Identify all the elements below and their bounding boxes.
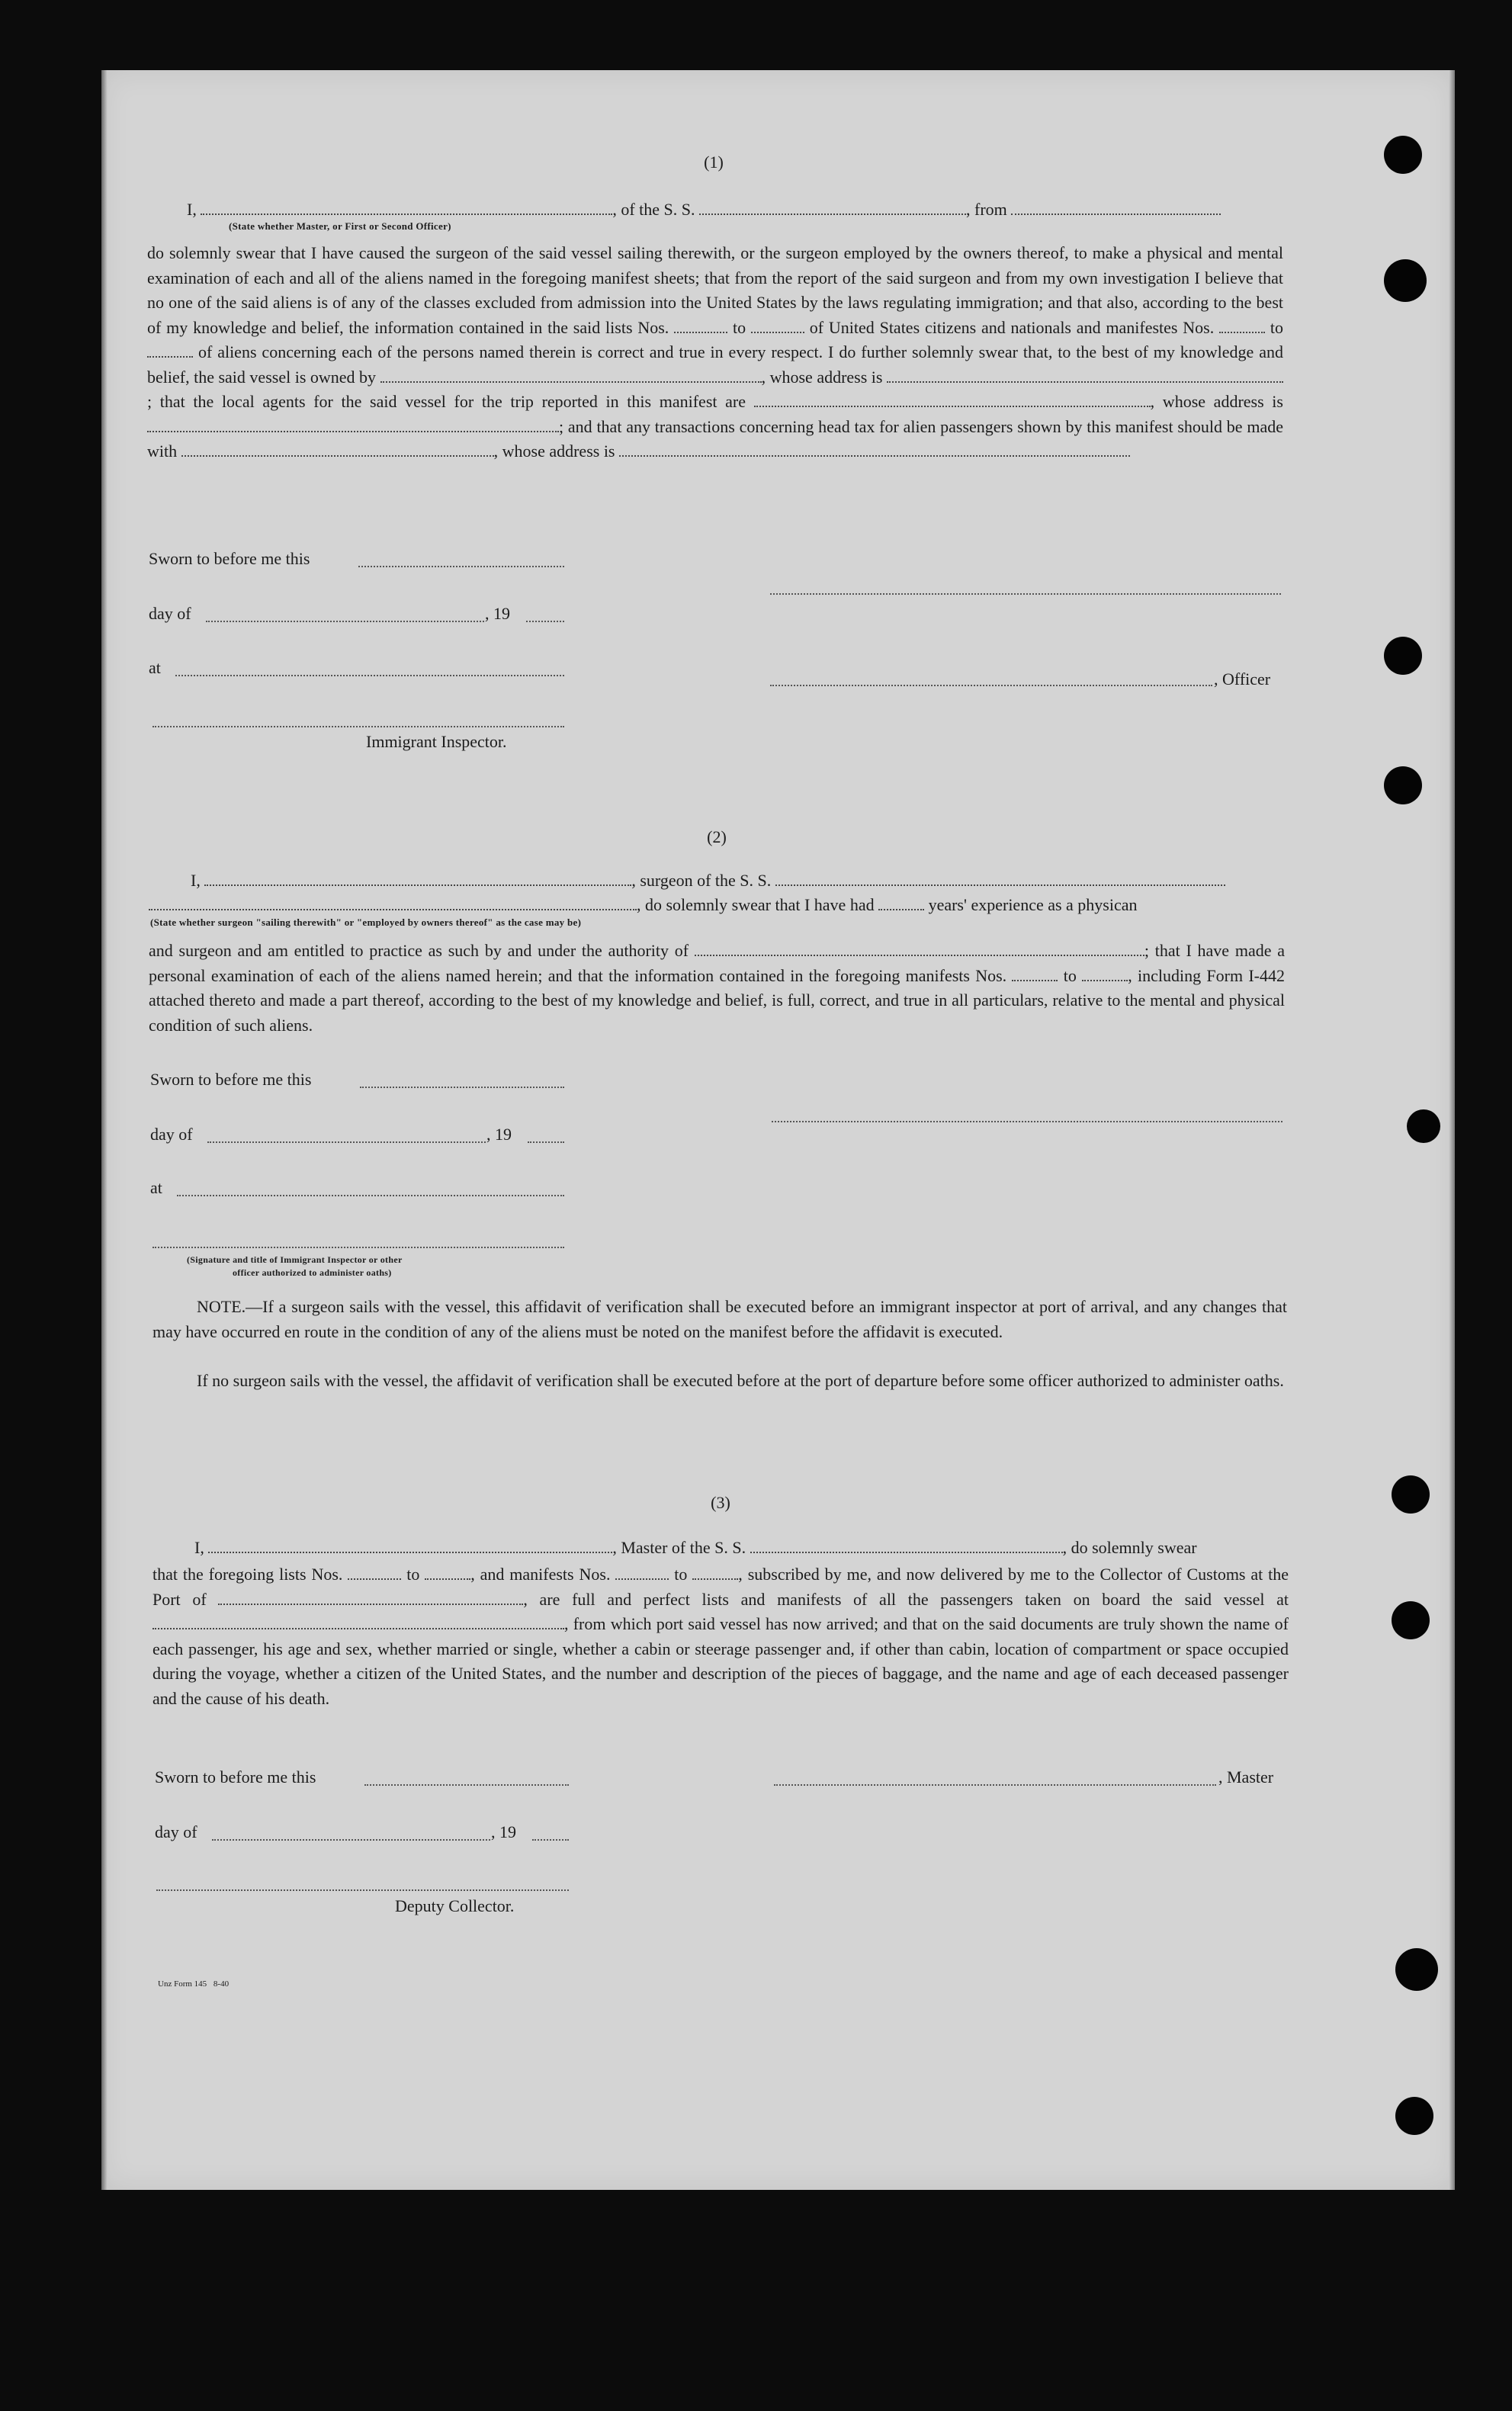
sworn-field[interactable] (358, 566, 564, 567)
at-field[interactable] (177, 1195, 564, 1196)
year-label: , 19 (486, 1125, 512, 1144)
punch-hole (1395, 1948, 1438, 1991)
port-from-field[interactable] (1011, 200, 1221, 215)
surgeon-note: (State whether surgeon "sailing therewith" or "employed by owners thereof" as the case may be) (150, 917, 582, 928)
punch-hole (1384, 136, 1422, 174)
text: , including Form I-442 attached thereto and made a part thereof, according to the best of my knowledge and belief, is full, correct, and true in all particulars, relative to the mental and physical condition of such aliens. (149, 965, 1286, 1035)
boarding-port-field[interactable] (152, 1614, 564, 1629)
text: that the foregoing lists Nos. (152, 1565, 343, 1584)
text: years' experience as a physican (928, 895, 1138, 914)
text: , from which port said vessel has now arrived; and that on the said documents are truly shown the name of each passenger, his age and sex, whether married or single, whether a cabin or steerage passenger and, if other than cabin, location of compartment or space occupied during the voyage, whether a citizen of the United States, and the number and description of the pieces of baggage, and the name and age of each deceased passenger and the cause of his death. (152, 1614, 1289, 1708)
punch-hole (1384, 637, 1422, 675)
text: to (1270, 317, 1284, 337)
day-field[interactable] (206, 621, 484, 622)
officer-title-line[interactable] (770, 685, 1212, 686)
inspector-signature-line[interactable] (152, 726, 564, 727)
text: , of the S. S. (612, 200, 695, 219)
surgeon-name-field[interactable] (204, 871, 631, 886)
authority-field[interactable] (695, 941, 1144, 956)
owner-address-field[interactable] (887, 368, 1283, 383)
officer-note: (State whether Master, or First or Second Officer) (229, 220, 451, 232)
at-field[interactable] (175, 675, 564, 676)
text: ; and that any transactions concerning head tax for alien passengers shown by this manifest should be made with (147, 416, 1283, 461)
immigrant-inspector-label: Immigrant Inspector. (366, 732, 507, 751)
years-experience-field[interactable] (878, 895, 924, 910)
collector-signature-line[interactable] (156, 1889, 569, 1891)
master-signature-line[interactable] (774, 1784, 1216, 1786)
signature-note: (Signature and title of Immigrant Inspector or other (187, 1254, 403, 1265)
manifest-from-field[interactable] (615, 1565, 669, 1580)
agents-field[interactable] (754, 392, 1151, 407)
text: ; that the local agents for the said vessel for the trip reported in this manifest are (147, 392, 746, 411)
manifest-from-field[interactable] (1012, 966, 1058, 981)
section-3-first-line (194, 1538, 1289, 1558)
day-of-label: day of (149, 604, 191, 623)
section-number: (3) (711, 1493, 730, 1512)
sworn-label: Sworn to before me this (150, 1070, 312, 1089)
punch-hole (1384, 766, 1422, 804)
text: I, (187, 200, 197, 219)
section-3-body (152, 1562, 1289, 1711)
year-label: , 19 (491, 1822, 516, 1841)
owner-field[interactable] (380, 368, 762, 383)
text: do solemnly swear that I have caused the surgeon of the said vessel sailing therewith, or the surgeon employed by the owners thereof, to make a physical and mental examination of each and all of the aliens named in the foregoing manifest sheets; that from the report of the said surgeon and from my own investigation I believe that no one of the said aliens is of any of the classes excluded from admission into the United States by the laws regulating immigration; and that also, according to the best of my knowledge and belief, the information contained in the said lists Nos. (147, 243, 1283, 337)
head-tax-address-field[interactable] (619, 441, 1130, 457)
section-number: (2) (707, 827, 727, 846)
punch-hole (1392, 1601, 1430, 1639)
day-of-label: day of (150, 1125, 193, 1144)
sworn-field[interactable] (360, 1087, 564, 1088)
paper-right-edge (1449, 70, 1455, 2190)
punch-hole (1395, 2097, 1433, 2135)
text: and surgeon and am entitled to practice as such by and under the authority of (149, 941, 689, 960)
manifest-to-field[interactable] (1082, 966, 1128, 981)
text: I, (194, 1538, 204, 1557)
manifest-to-field[interactable] (147, 342, 193, 358)
note-paragraph-2: If no surgeon sails with the vessel, the affidavit of verification shall be executed before at the port of departure before some officer authorized to administer oaths. (197, 1371, 1284, 1390)
year-label: , 19 (485, 604, 510, 623)
officer-name-field[interactable] (201, 200, 612, 215)
note-paragraph-1: NOTE.—If a surgeon sails with the vessel, this affidavit of verification shall be executed before an immigrant inspector at port of arrival, and any changes that may have occurred en route in the condition of any of the aliens must be noted on the manifest before the affidavit is executed. (152, 1297, 1287, 1341)
master-label: , Master (1218, 1767, 1274, 1787)
punch-hole (1407, 1109, 1440, 1143)
text: of aliens concerning each of the persons named therein is correct and true in every respect. I do further solemnly swear that, to the best of my knowledge and belief, the said vessel is owned by (147, 342, 1283, 387)
section-2-body: and surgeon and am entitled to practice as such by and under the authority of ; that I have made a personal examination of each of the aliens named herein; and that the information contained in the foregoing manifests Nos. to , including Form I-442 attached thereto and made a part thereof, according to the best of my knowledge and belief, is full, correct, and true in all particulars, relative to the mental and physical condition of such aliens. (149, 941, 1286, 1035)
list-to-field[interactable] (425, 1565, 470, 1580)
text: , are full and perfect lists and manifests of all the passengers taken on board the said vessel at (523, 1589, 1289, 1609)
head-tax-contact-field[interactable] (181, 441, 494, 457)
year-field[interactable] (528, 1141, 564, 1143)
text: , whose address is (1150, 392, 1283, 411)
text: , and manifests Nos. (470, 1565, 611, 1584)
year-field[interactable] (532, 1839, 569, 1841)
text: to (1063, 965, 1077, 985)
section-number: (1) (704, 152, 724, 172)
text: , whose address is (761, 367, 883, 387)
text: to (732, 317, 746, 337)
text: , from (966, 200, 1007, 219)
list-to-field[interactable] (751, 318, 804, 333)
form-id: Unz Form 145 (158, 1979, 207, 1989)
day-field[interactable] (212, 1839, 490, 1841)
section-2-second-line (149, 895, 1285, 915)
list-from-field[interactable] (674, 318, 727, 333)
officer-label: , Officer (1214, 669, 1271, 689)
sworn-label: Sworn to before me this (149, 549, 310, 568)
sworn-field[interactable] (364, 1784, 569, 1786)
manifest-to-field[interactable] (692, 1565, 738, 1580)
text: that I have made a personal examination of each of the aliens named herein; and that the information contained in the foregoing manifests Nos. (149, 941, 1285, 985)
surgeon-signature-line[interactable] (772, 1121, 1282, 1122)
year-field[interactable] (526, 621, 564, 622)
punch-hole (1392, 1475, 1430, 1514)
deputy-collector-label: Deputy Collector. (395, 1896, 515, 1915)
day-of-label: day of (155, 1822, 197, 1841)
text: , subscribed by me, and now delivered by me to the Collector of Customs at the Port of (152, 1565, 1289, 1609)
text: , Master of the S. S. (612, 1538, 746, 1557)
text: to (674, 1565, 688, 1584)
officer-signature-line[interactable] (770, 593, 1281, 595)
section-1-first-line (187, 200, 1285, 220)
day-field[interactable] (207, 1141, 486, 1143)
list-from-field[interactable] (348, 1565, 401, 1580)
agents-address-field[interactable] (147, 417, 559, 432)
vessel-name-field[interactable] (699, 200, 966, 215)
signature-note: officer authorized to administer oaths) (233, 1267, 392, 1278)
text: of United States citizens and nationals and manifestes Nos. (809, 317, 1215, 337)
text: , whose address is (493, 441, 615, 461)
port-of-customs-field[interactable] (218, 1590, 523, 1605)
at-label: at (149, 658, 161, 677)
at-label: at (150, 1178, 162, 1197)
form-code: 8-40 (213, 1979, 230, 1989)
surgeon-status-field[interactable] (149, 895, 637, 910)
vessel-name-field[interactable] (775, 871, 1225, 886)
text: , do solemnly swear that I have had (637, 895, 875, 914)
section-2-first-line (191, 871, 1285, 891)
text: to (406, 1565, 420, 1584)
inspector-signature-line[interactable] (152, 1247, 564, 1248)
text: , do solemnly swear (1062, 1538, 1197, 1557)
text: I, (191, 871, 201, 890)
manifest-from-field[interactable] (1219, 318, 1265, 333)
punch-hole (1384, 259, 1427, 302)
form-footer (158, 1979, 229, 1989)
paper-left-edge (101, 70, 108, 2190)
section-1-body (147, 241, 1283, 464)
sworn-label: Sworn to before me this (155, 1767, 316, 1787)
text: , surgeon of the S. S. (631, 871, 772, 890)
master-name-field[interactable] (208, 1538, 612, 1553)
vessel-name-field[interactable] (750, 1538, 1063, 1553)
